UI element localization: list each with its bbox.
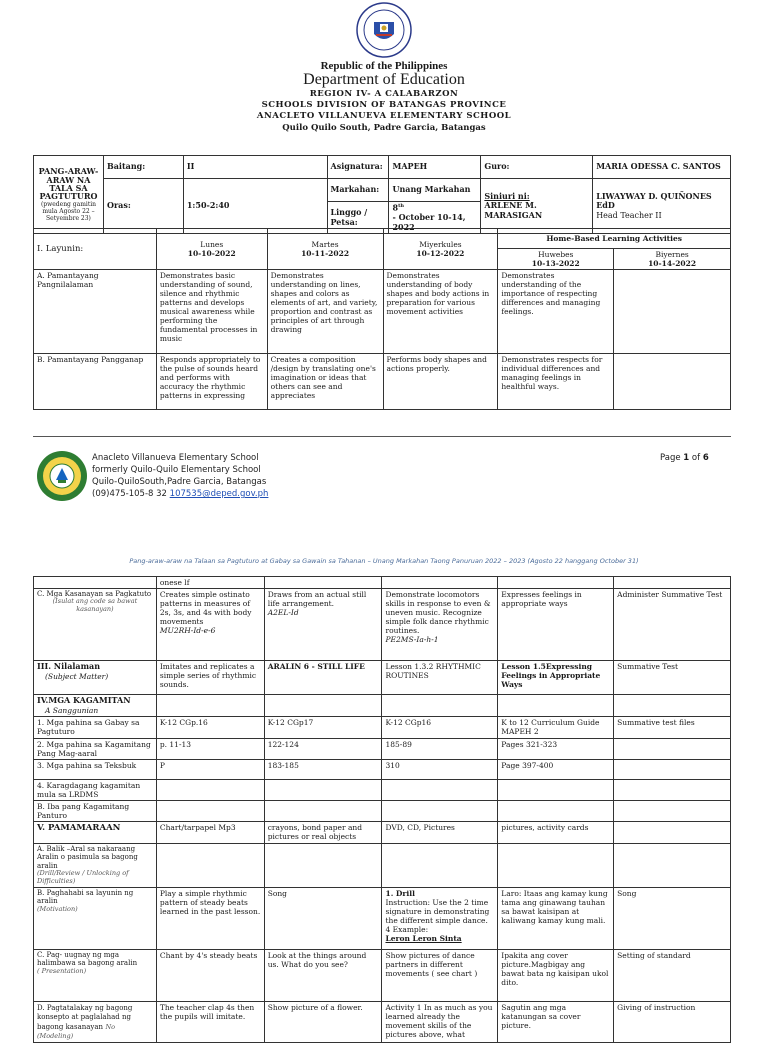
- baitang-value: II: [183, 156, 327, 179]
- day-date: 10-10-2022: [187, 249, 236, 258]
- day-header-biyernes: [614, 249, 731, 270]
- row-label-pamamaraan: V. PAMAMARAAN: [34, 822, 157, 844]
- siniuri-label: Siniuri ni:: [484, 190, 530, 201]
- cell-a-thu: Demonstrates understanding of the importance of respecting differences and managing feelings.: [498, 270, 614, 354]
- cell-pc-wed: Show pictures of dance partners in different movements ( see chart ): [382, 949, 498, 1001]
- row-label-pangganap: B. Pamantayang Pangganap: [34, 354, 157, 410]
- blank-cell: [264, 780, 382, 801]
- cell-pc-thu: Ipakita ang cover picture.Magbigay ang bawat bata ng kaisipan ukol dito.: [498, 949, 614, 1001]
- cell-r1-thu: K to 12 Curriculum Guide MAPEH 2: [498, 717, 614, 739]
- row-label-pag-uugnay: [34, 949, 157, 1001]
- label-note: ( Presentation): [37, 966, 87, 975]
- cell-v-wed: DVD, CD, Pictures: [382, 822, 498, 844]
- school-line: ANACLETO VILLANUEVA ELEMENTARY SCHOOL: [256, 111, 512, 121]
- drill-title: 1. Drill: [385, 888, 415, 898]
- cell-r2-wed: 185-89: [382, 739, 498, 760]
- head-teacher-cell: [593, 179, 731, 234]
- markahan-value: Unang Markahan: [389, 179, 481, 202]
- row-label-balik-aral: [34, 844, 157, 888]
- blank-cell: [156, 844, 264, 888]
- cell-text: Draws from an actual still life arrangement.: [267, 590, 367, 608]
- asignatura-label: Asignatura:: [327, 156, 389, 179]
- cell-pd-mon: The teacher clap 4s then the pupils will imitate.: [156, 1001, 264, 1042]
- cell-r2-mon: p. 11-13: [156, 739, 264, 760]
- footer-former-name: formerly Quilo-Quilo Elementary School: [92, 465, 261, 475]
- competency-code: PE2MS-Ia-h-1: [385, 635, 439, 644]
- blank-cell: [264, 577, 382, 589]
- deped-seal-icon: [356, 2, 412, 58]
- cell-b-wed: Performs body shapes and actions properly.: [383, 354, 498, 410]
- cell-a-wed: Demonstrates understanding of body shapes and body actions in preparation for various movement activities: [383, 270, 498, 354]
- row-label-kagamitan: [34, 695, 157, 717]
- cell-c-mon: [156, 589, 264, 661]
- blank-cell: [614, 844, 731, 888]
- row-label-kasanayan: [34, 589, 157, 661]
- layunin-label: I. Layunin:: [34, 229, 157, 270]
- week-suffix: th: [398, 203, 405, 209]
- cell-r1-fri: Summative test files: [614, 717, 731, 739]
- cell-a-tue: Demonstrates understanding on lines, shapes and colors as elements of art, and variety, proportion and contrast as principles of art through drawing: [267, 270, 383, 354]
- page-current: 1: [683, 453, 690, 463]
- cell-ii-fri: Summative Test: [614, 661, 731, 695]
- blank-cell: [382, 695, 498, 717]
- cell-r1-tue: K-12 CGp17: [264, 717, 382, 739]
- blank-cell: [382, 577, 498, 589]
- row-label-pangnilalaman: A. Pamantayang Pangnilalaman: [34, 270, 157, 354]
- guro-label: Guro:: [481, 156, 593, 179]
- day-name: Martes: [311, 240, 339, 249]
- department-title: Department of Education: [303, 71, 465, 88]
- page-total: 6: [702, 453, 709, 463]
- cell-r2-tue: 122-124: [264, 739, 382, 760]
- cell-b-mon: Responds appropriately to the pulse of sounds heard and performs with accuracy the rhythmic patterns in expressing: [156, 354, 267, 410]
- blank-cell: [614, 801, 731, 822]
- cell-pd-tue: Show picture of a flower.: [264, 1001, 382, 1042]
- cell-text: Creates simple ostinato patterns in measures of 2s, 3s, and 4s with body movements: [159, 590, 252, 626]
- cell-b-fri: [614, 354, 731, 410]
- cell-r3-fri: [614, 760, 731, 780]
- markahan-label: Markahan:: [327, 179, 389, 202]
- cell-v-mon: Chart/tarpapel Mp3: [156, 822, 264, 844]
- cell-r3-thu: Page 397-400: [498, 760, 614, 780]
- blank-cell: [498, 801, 614, 822]
- label-text: C. Pag- uugnay ng mga halimbawa sa bagong aralin: [37, 950, 138, 968]
- blank-cell: [498, 577, 614, 589]
- oras-value: 1:50-2:40: [183, 179, 327, 234]
- day-name: Miyerkules: [419, 240, 462, 249]
- siniuri-value: ARLENE M. MARASIGAN: [484, 200, 543, 221]
- blank-cell: [264, 801, 382, 822]
- day-date: 10-11-2022: [301, 249, 350, 258]
- drill-song: Leron Leron Sinta: [385, 933, 462, 943]
- cell-text: Demonstrate locomotors skills in response to even & uneven music. Recognize simple folk dance rhythmic routines.: [385, 590, 491, 635]
- label-note: A Sanggunian: [45, 705, 99, 715]
- republic-line: Republic of the Philippines: [320, 60, 448, 72]
- page-subtitle: Pang-araw-araw na Talaan sa Pagtuturo at Gabay sa Gawain sa Tahanan – Unang Markahan Taong Panuruan 2022 – 2023 (Agosto 22 hanggang October 31): [129, 557, 639, 565]
- cell-pb-mon: Play a simple rhythmic pattern of steady beats learned in the past lesson.: [156, 887, 264, 949]
- blank-cell: [614, 577, 731, 589]
- footer-address: Quilo-QuiloSouth,Padre Garcia, Batangas: [92, 477, 267, 487]
- label-text: IV.MGA KAGAMITAN: [37, 695, 131, 705]
- cell-c-fri: Administer Summative Test: [614, 589, 731, 661]
- lesson-plan-table: [33, 576, 731, 1043]
- blank-cell: [498, 695, 614, 717]
- label-note: No (Modeling): [37, 1022, 116, 1041]
- cell-pb-fri: Song: [614, 887, 731, 949]
- cell-v-fri: [614, 822, 731, 844]
- blank-cell: [34, 577, 157, 589]
- blank-cell: [264, 695, 382, 717]
- doc-title: PANG-ARAW-ARAW NA TALA SA PAGTUTURO: [38, 166, 99, 202]
- blank-cell: [156, 801, 264, 822]
- row-label-pagtatalakay: [34, 1001, 157, 1042]
- day-header-martes: [267, 229, 383, 270]
- label-text: III. Nilalaman: [37, 661, 101, 671]
- blank-cell: [156, 695, 264, 717]
- cell-c-thu: Expresses feelings in appropriate ways: [498, 589, 614, 661]
- cell-pc-fri: Setting of standard: [614, 949, 731, 1001]
- competency-code: MU2RH-Id-e-6: [159, 626, 216, 635]
- cell-a-fri: [614, 270, 731, 354]
- label-note: (Isulat ang code sa bawat kasanayan): [52, 597, 138, 614]
- blank-cell: [382, 801, 498, 822]
- blank-cell: [382, 780, 498, 801]
- row-label-gabay: 1. Mga pahina sa Gabay sa Pagtuturo: [34, 717, 157, 739]
- cell-pc-tue: Look at the things around us. What do you see?: [264, 949, 382, 1001]
- division-line: SCHOOLS DIVISION OF BATANGAS PROVINCE: [261, 100, 507, 110]
- cell-r1-mon: K-12 CGp.16: [156, 717, 264, 739]
- week-dates: - October 10-14, 2022: [392, 212, 466, 232]
- row-label-iba-pang-kagamitan: B. Iba pang Kagamitang Panturo: [34, 801, 157, 822]
- day-header-lunes: [156, 229, 267, 270]
- baitang-label: Baitang:: [103, 156, 183, 179]
- label-note: (Motivation): [37, 904, 78, 913]
- cell-r2-fri: [614, 739, 731, 760]
- label-text: D. Pagtatalakay ng bagong konsepto at paglalahad ng bagong kasanayan: [37, 1003, 133, 1031]
- cell-ii-mon: Imitates and replicates a simple series of rhythmic sounds.: [156, 661, 264, 695]
- page-number: [660, 453, 709, 463]
- fragment-cell: onese lf: [156, 577, 264, 589]
- region-line: REGION IV- A CALABARZON: [309, 89, 459, 99]
- page-prefix: Page: [660, 453, 684, 463]
- blank-cell: [498, 780, 614, 801]
- label-note: (Subject Matter): [45, 671, 109, 681]
- row-label-pang-mag-aaral: 2. Mga pahina sa Kagamitang Pang Mag-aaral: [34, 739, 157, 760]
- cell-v-thu: pictures, activity cards: [498, 822, 614, 844]
- cell-pb-tue: Song: [264, 887, 382, 949]
- cell-c-tue: [264, 589, 382, 661]
- cell-r3-mon: P: [156, 760, 264, 780]
- footer-phone: (09)475-105-8 32: [92, 489, 170, 499]
- day-name: Huwebes: [538, 250, 574, 259]
- cell-ii-tue: ARALIN 6 - STILL LIFE: [264, 661, 382, 695]
- week-number: 8: [392, 202, 399, 213]
- day-date: 10-12-2022: [416, 249, 465, 258]
- row-label-teksbuk: 3. Mga pahina sa Teksbuk: [34, 760, 157, 780]
- blank-cell: [382, 844, 498, 888]
- label-text: B. Paghahabi sa layunin ng aralin: [37, 888, 134, 906]
- cell-r2-thu: Pages 321-323: [498, 739, 614, 760]
- cell-b-thu: Demonstrates respects for individual differences and managing feelings in healthful ways.: [498, 354, 614, 410]
- cell-pb-thu: Laro: Itaas ang kamay kung tama ang ginawang tauhan sa bawat kaisipan at kaliwang kamay kung mali.: [498, 887, 614, 949]
- row-label-paghahabi: [34, 887, 157, 949]
- blank-cell: [264, 844, 382, 888]
- oras-label: Oras:: [103, 179, 183, 234]
- cell-c-wed: [382, 589, 498, 661]
- home-based-header: Home-Based Learning Activities: [498, 229, 731, 249]
- blank-cell: [498, 844, 614, 888]
- competency-code: A2EL-Id: [267, 608, 299, 617]
- school-logo-icon: [36, 450, 88, 502]
- day-header-huwebes: [498, 249, 614, 270]
- cell-ii-wed: Lesson 1.3.2 RHYTHMIC ROUTINES: [382, 661, 498, 695]
- row-label-nilalaman: [34, 661, 157, 695]
- page-of: of: [689, 453, 703, 463]
- head-teacher-title: Head Teacher II: [596, 211, 662, 221]
- cell-pc-mon: Chant by 4's steady beats: [156, 949, 264, 1001]
- blank-cell: [614, 695, 731, 717]
- asignatura-value: MAPEH: [389, 156, 481, 179]
- footer-school-name: Anacleto Villanueva Elementary School: [92, 453, 259, 463]
- drill-text: Instruction: Use the 2 time signature in demonstrating the different simple dance. 4 Example:: [385, 897, 490, 934]
- blank-cell: [156, 780, 264, 801]
- cell-pd-fri: Giving of instruction: [614, 1001, 731, 1042]
- cell-r3-wed: 310: [382, 760, 498, 780]
- head-teacher-name: LIWAYWAY D. QUIÑONES EdD: [596, 190, 712, 211]
- cell-v-tue: crayons, bond paper and pictures or real objects: [264, 822, 382, 844]
- blank-cell: [614, 780, 731, 801]
- cell-pd-thu: Sagutin ang mga katanungan sa cover picture.: [498, 1001, 614, 1042]
- cell-r3-tue: 183-185: [264, 760, 382, 780]
- day-name: Biyernes: [655, 250, 689, 259]
- day-name: Lunes: [200, 240, 224, 249]
- cell-b-tue: Creates a composition /design by translating one's imagination or ideas that others can see and appreciates: [267, 354, 383, 410]
- cell-pb-wed: [382, 887, 498, 949]
- day-date: 10-13-2022: [531, 259, 580, 268]
- siniuri-cell: [481, 179, 593, 234]
- label-text: A. Balik –Aral sa nakaraang Aralin o pasimula sa bagong aralin: [37, 845, 138, 870]
- cell-a-mon: Demonstrates basic understanding of sound, silence and rhythmic patterns and develops musical awareness while performing the fundamental processes in music: [156, 270, 267, 354]
- address-line: Quilo Quilo South, Padre Garcia, Batangas: [282, 123, 486, 133]
- cell-r1-wed: K-12 CGp16: [382, 717, 498, 739]
- doc-title-cell: [34, 156, 104, 234]
- cell-ii-thu: Lesson 1.5Expressing Feelings in Appropriate Ways: [498, 661, 614, 695]
- info-table: [33, 155, 731, 234]
- doc-note: (pwedeng gamitin mula Agosto 22 – Setyembre 23): [40, 200, 97, 223]
- schedule-table: [33, 228, 731, 410]
- day-header-miyerkules: [383, 229, 498, 270]
- cell-pd-wed: Activity 1 In as much as you learned already the movement skills of the pictures above, what: [382, 1001, 498, 1042]
- label-note: (Drill/Review / Unlocking of Difficulties): [37, 869, 129, 885]
- guro-value: MARIA ODESSA C. SANTOS: [593, 156, 731, 179]
- footer-email-link[interactable]: 107535@deped.gov.ph: [169, 489, 269, 499]
- row-label-lrdms: 4. Karagdagang kagamitan mula sa LRDMS: [34, 780, 157, 801]
- day-date: 10-14-2022: [648, 259, 697, 268]
- page-divider: [33, 436, 731, 437]
- linggo-label: Linggo / Petsa:: [327, 202, 389, 234]
- label-text: C. Mga Kasanayan sa Pagkatuto: [37, 590, 152, 598]
- footer-contact: [92, 489, 268, 499]
